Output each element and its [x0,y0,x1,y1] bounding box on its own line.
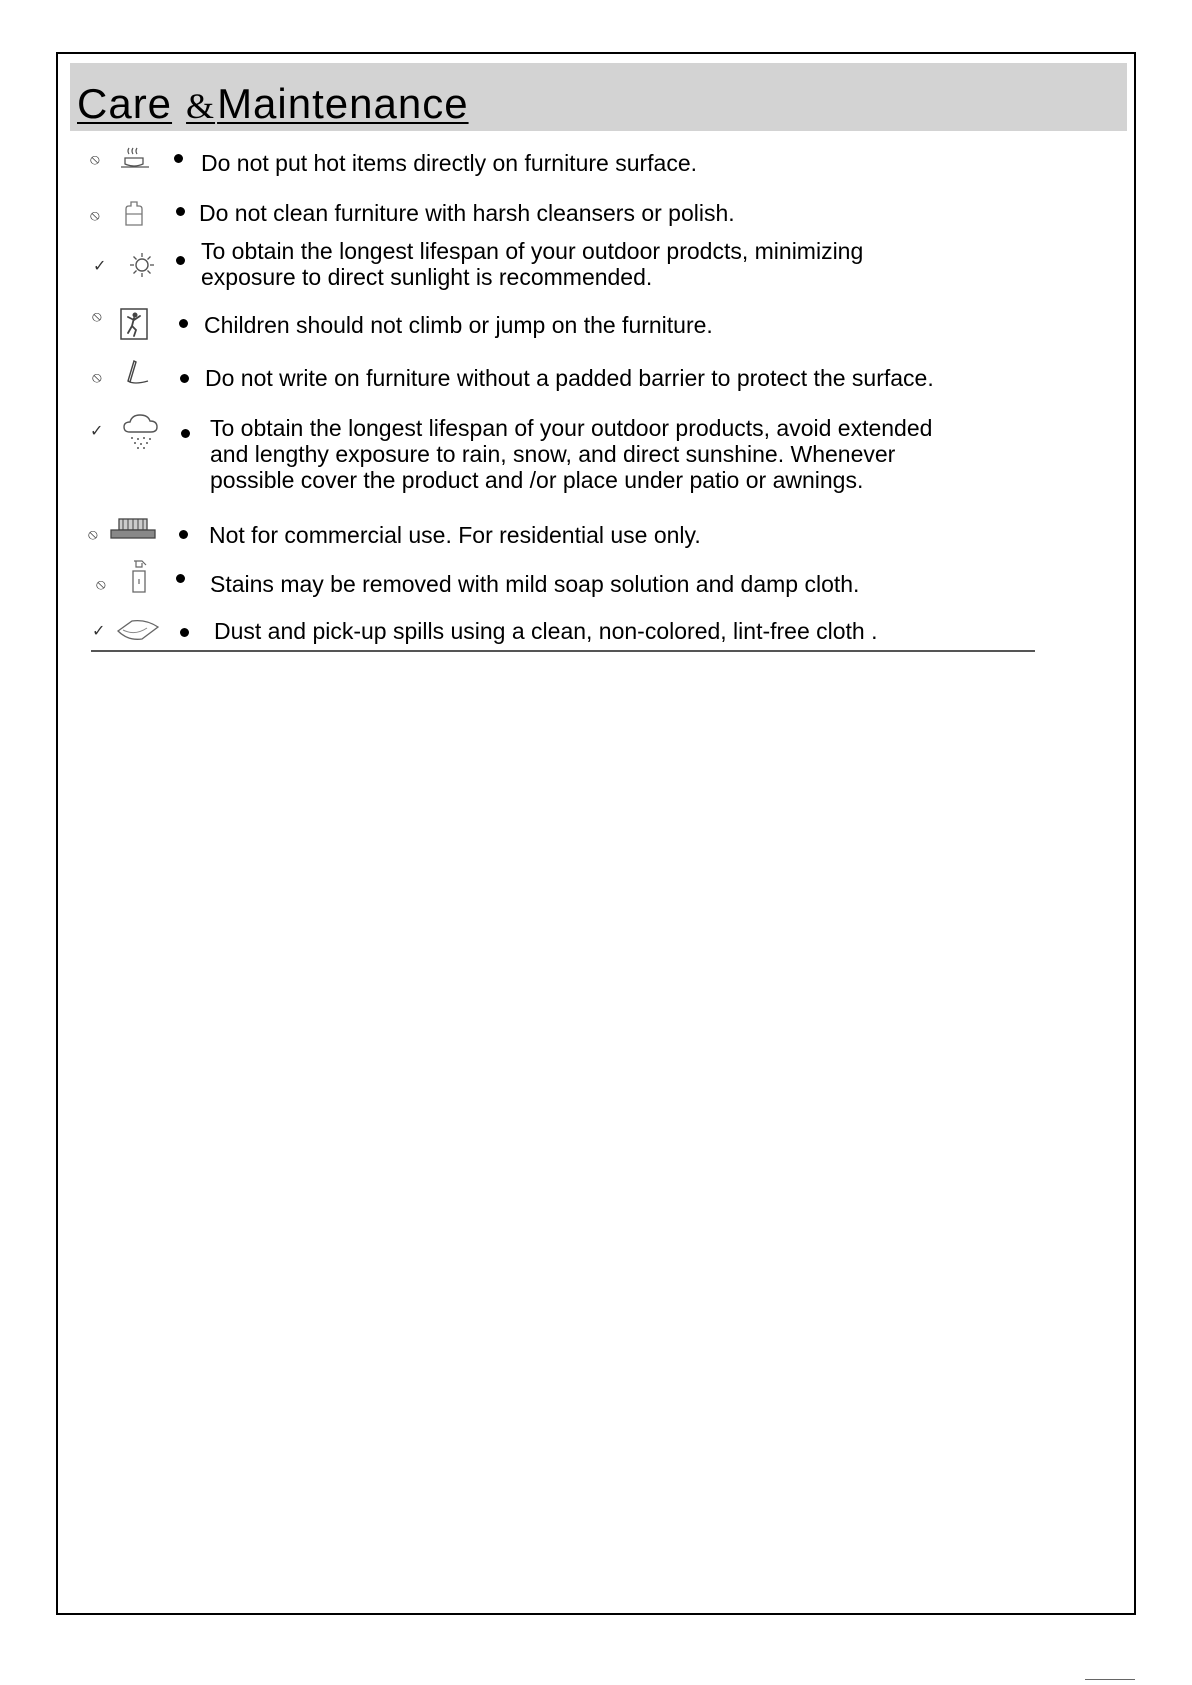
prohibited-icon: ⦸ [88,526,98,543]
bullet-dot [179,319,188,328]
title-maintenance: Maintenance [217,80,469,127]
item-text [204,312,713,338]
bullet-dot [176,574,185,583]
item-line: possible cover the product and /or place under patio or awnings. [210,467,864,493]
cleanser-bottle-icon [124,200,144,228]
recommended-check-icon: ✓ [92,623,106,640]
item-line: Do not clean furniture with harsh cleansers or polish. [199,200,735,226]
item-line: Children should not climb or jump on the furniture. [204,312,713,338]
item-line: exposure to direct sunlight is recommended. [201,264,653,290]
prohibited-icon: ⦸ [92,308,102,325]
hot-cup-icon [117,146,151,172]
item-text [199,200,735,226]
cloth-icon [115,617,161,643]
item-line: Dust and pick-up spills using a clean, non-colored, lint-free cloth . [214,618,878,644]
bullet-dot [174,154,183,163]
item-line: and lengthy exposure to rain, snow, and direct sunshine. Whenever [210,441,896,467]
item-line: To obtain the longest lifespan of your outdoor prodcts, minimizing [201,238,864,264]
bullet-dot [179,530,188,539]
bullet-dot [180,374,189,383]
item-text [205,365,934,391]
page-edge-mark [1085,1679,1135,1680]
title-ampersand: & [186,86,216,126]
prohibited-icon: ⦸ [92,369,102,386]
item-line: Do not write on furniture without a padded barrier to protect the surface. [205,365,934,391]
pen-icon [120,358,150,388]
item-line: To obtain the longest lifespan of your outdoor products, avoid extended [210,415,933,441]
item-text [201,238,863,290]
item-text [201,150,697,176]
page-title [77,80,469,130]
item-line: Do not put hot items directly on furniture surface. [201,150,698,176]
spray-bottle-icon [128,559,150,595]
prohibited-icon: ⦸ [90,151,100,168]
bullet-dot [180,628,189,637]
item-line: Not for commercial use. For residential use only. [209,522,701,548]
child-climbing-icon [119,307,149,341]
item-line: Stains may be removed with mild soap solution and damp cloth. [210,571,860,597]
item-text [214,618,878,644]
bullet-dot [176,207,185,216]
recommended-check-icon: ✓ [90,423,104,440]
section-divider [91,650,1035,652]
recommended-check-icon: ✓ [93,258,107,275]
sun-icon [129,252,155,278]
item-text [210,571,859,597]
cloud-snow-icon [122,412,160,452]
title-care: Care [77,80,173,127]
commercial-building-icon [109,516,157,542]
bullet-dot [176,256,185,265]
item-text [210,415,932,493]
prohibited-icon: ⦸ [96,576,106,593]
bullet-dot [181,429,190,438]
prohibited-icon: ⦸ [90,207,100,224]
item-text [209,522,701,548]
